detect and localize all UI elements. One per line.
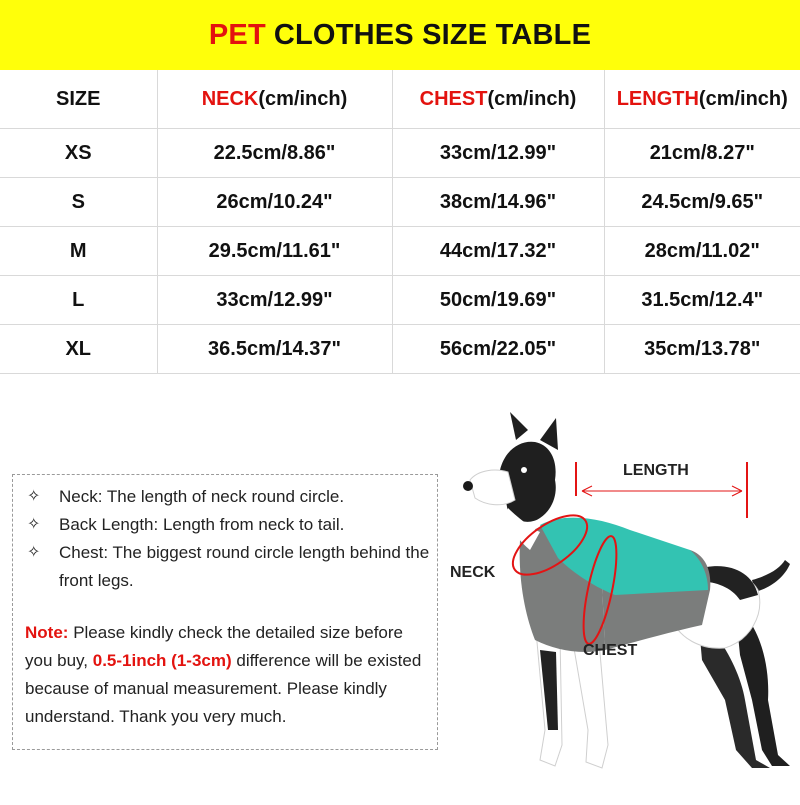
length-cell: 21cm/8.27" — [604, 129, 800, 178]
chest-cell: 44cm/17.32" — [392, 227, 604, 276]
sparkle-bullet-icon: ✧ — [27, 488, 41, 505]
list-item — [27, 511, 437, 539]
chest-cell: 56cm/22.05" — [392, 325, 604, 374]
neck-cell: 29.5cm/11.61" — [157, 227, 392, 276]
dog-muzzle — [470, 470, 515, 505]
neck-cell: 26cm/10.24" — [157, 178, 392, 227]
note-label: Note: — [25, 623, 69, 642]
length-cell: 35cm/13.78" — [604, 325, 800, 374]
sparkle-bullet-icon: ✧ — [27, 544, 41, 561]
size-cell: XS — [0, 129, 157, 178]
instruction-neck: Neck: The length of neck round circle. — [59, 487, 345, 506]
dog-tail — [752, 560, 790, 592]
chest-cell: 33cm/12.99" — [392, 129, 604, 178]
title-text: CLOTHES SIZE TABLE — [273, 18, 592, 51]
list-item — [27, 539, 437, 595]
neck-label: NECK — [450, 564, 496, 581]
header-size: SIZE — [0, 70, 157, 129]
chest-label: CHEST — [583, 642, 638, 659]
header-chest: CHEST(cm/inch) — [392, 70, 604, 129]
note-text-1: Please kindly check the detailed size before you buy, — [25, 623, 403, 670]
size-cell: S — [0, 178, 157, 227]
table-row — [0, 227, 800, 276]
dog-illustration — [440, 400, 800, 800]
chest-cell: 38cm/14.96" — [392, 178, 604, 227]
size-cell: L — [0, 276, 157, 325]
header-neck: NECK(cm/inch) — [157, 70, 392, 129]
note-text-2: difference will be existed because of manual measurement. Please kindly understand. Thank you very much. — [25, 651, 422, 726]
sparkle-bullet-icon: ✧ — [27, 516, 41, 533]
instruction-back-length: Back Length: Length from neck to tail. — [59, 515, 345, 534]
table-row — [0, 325, 800, 374]
dog-eye — [521, 467, 527, 473]
table-row — [0, 129, 800, 178]
table-row — [0, 276, 800, 325]
chest-cell: 50cm/19.69" — [392, 276, 604, 325]
instruction-chest: Chest: The biggest round circle length behind the front legs. — [59, 543, 430, 590]
dog-measurement-diagram — [440, 400, 800, 800]
size-table — [0, 70, 800, 374]
note-highlight: 0.5-1inch (1-3cm) — [92, 651, 232, 670]
neck-cell: 22.5cm/8.86" — [157, 129, 392, 178]
table-row — [0, 178, 800, 227]
header-length: LENGTH(cm/inch) — [604, 70, 800, 129]
note-paragraph — [25, 619, 435, 731]
neck-cell: 33cm/12.99" — [157, 276, 392, 325]
dog-ear — [510, 412, 528, 440]
neck-cell: 36.5cm/14.37" — [157, 325, 392, 374]
measurement-instructions-box — [12, 474, 438, 750]
title-banner — [0, 0, 800, 70]
length-cell: 24.5cm/9.65" — [604, 178, 800, 227]
list-item — [27, 483, 437, 511]
dog-nose — [463, 481, 473, 491]
length-cell: 28cm/11.02" — [604, 227, 800, 276]
instruction-list — [27, 483, 437, 595]
length-cell: 31.5cm/12.4" — [604, 276, 800, 325]
size-cell: XL — [0, 325, 157, 374]
length-label: LENGTH — [623, 462, 689, 479]
table-header-row — [0, 70, 800, 129]
title-highlight: PET — [208, 18, 266, 51]
size-cell: M — [0, 227, 157, 276]
